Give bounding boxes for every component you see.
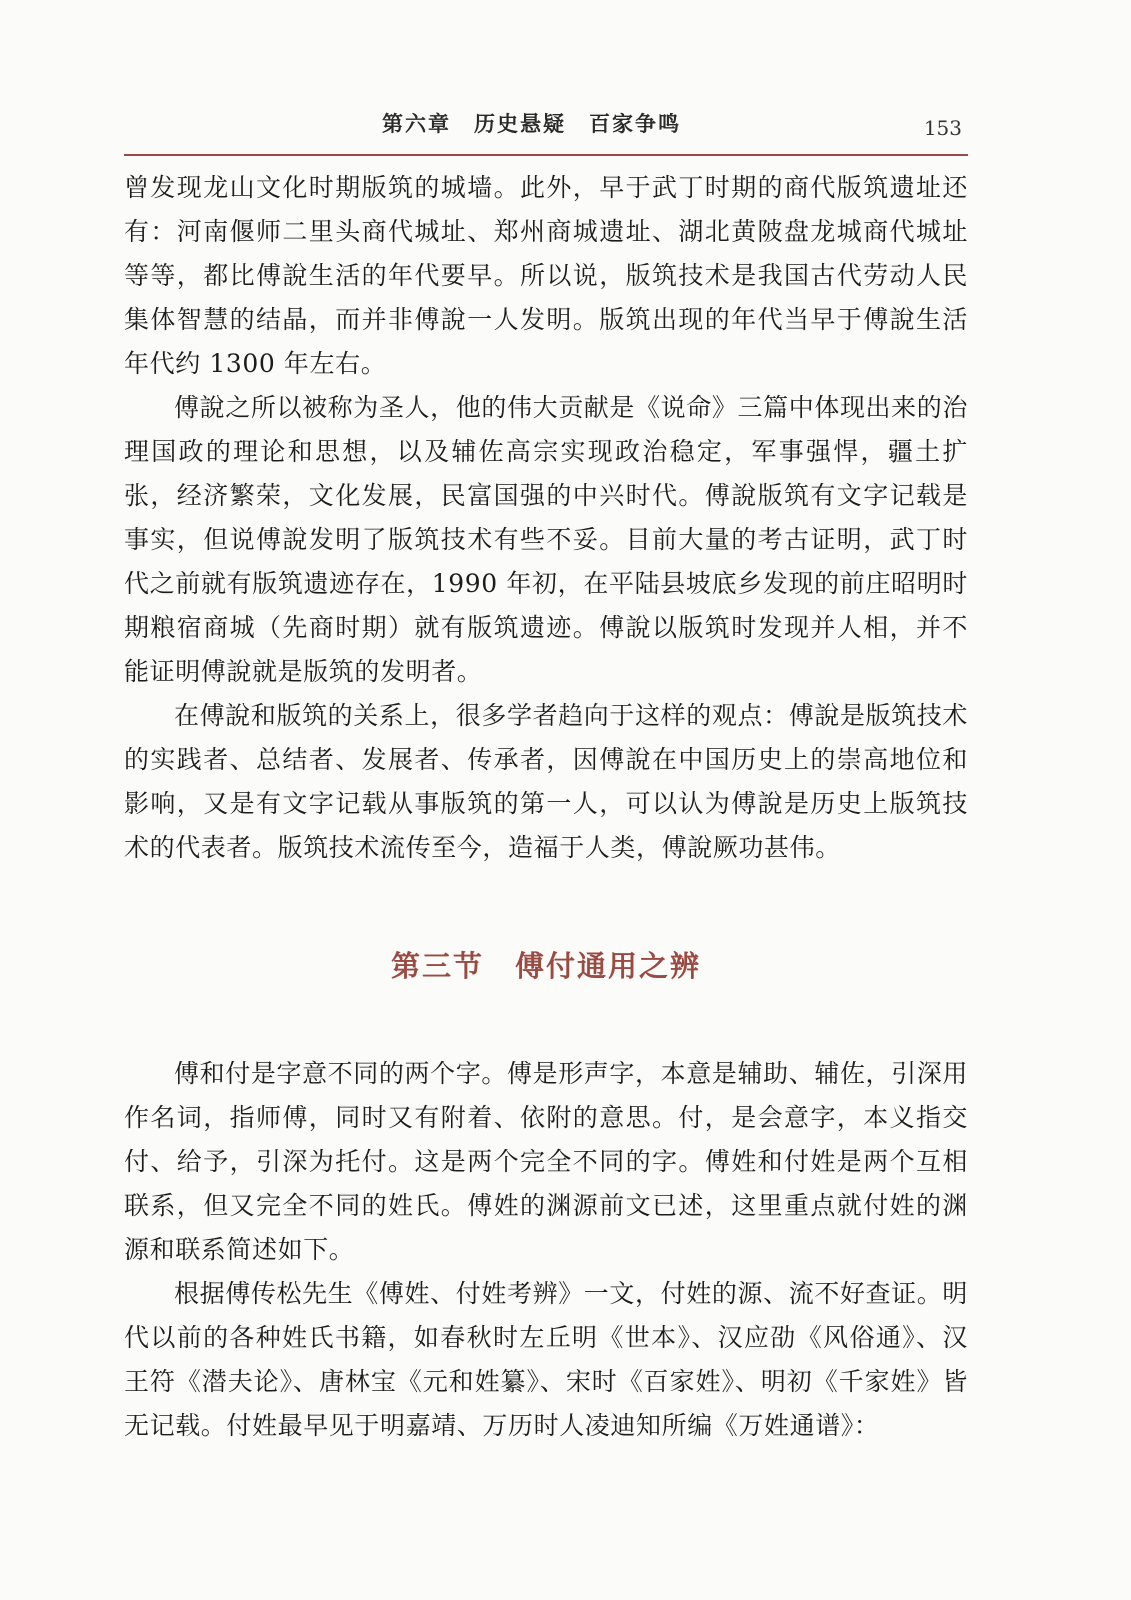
chapter-title: 第六章 历史悬疑 百家争鸣 — [382, 112, 681, 136]
running-header — [124, 104, 968, 156]
section-heading: 第三节 傅付通用之辨 — [390, 949, 701, 983]
paragraph: 根据傅传松先生《傅姓、付姓考辨》一文，付姓的源、流不好查证。明代以前的各种姓氏书籍，如春秋时左丘明《世本》、汉应劭《风俗通》、汉王符《潜夫论》、唐林宝《元和姓纂》、宋时《百家姓》、明初《千家姓》皆无记载。付姓最早见于明嘉靖、万历时人凌迪知所编《万姓通谱》： — [124, 1279, 968, 1440]
paragraph: 傅說之所以被称为圣人，他的伟大贡献是《说命》三篇中体现出来的治理国政的理论和思想，以及辅佐高宗实现政治稳定，军事强悍，疆土扩张，经济繁荣，文化发展，民富国强的中兴时代。傅說版筑有文字记载是事实，但说傅說发明了版筑技术有些不妥。目前大量的考古证明，武丁时代之前就有版筑遗迹存在，1990 年初，在平陆县坡底乡发现的前庄昭明时期粮宿商城（先商时期）就有版筑遗迹。傅說以版筑时发现并人相，并不能证明傅說就是版筑的发明者。 — [124, 393, 968, 686]
body-text-bottom — [124, 1052, 968, 1448]
paragraph: 在傅說和版筑的关系上，很多学者趋向于这样的观点：傅說是版筑技术的实践者、总结者、发展者、传承者，因傅說在中国历史上的崇高地位和影响，又是有文字记载从事版筑的第一人，可以认为傅說是历史上版筑技术的代表者。版筑技术流传至今，造福于人类，傅說厥功甚伟。 — [124, 701, 968, 862]
page-number: 153 — [923, 116, 962, 140]
paragraph: 曾发现龙山文化时期版筑的城墙。此外，早于武丁时期的商代版筑遗址还有：河南偃师二里头商代城址、郑州商城遗址、湖北黄陂盘龙城商代城址等等，都比傅說生活的年代要早。所以说，版筑技术是我国古代劳动人民集体智慧的结晶，而并非傅說一人发明。版筑出现的年代当早于傅說生活年代约 1300 年左右。 — [124, 173, 968, 378]
body-text-top — [124, 166, 968, 870]
paragraph: 傅和付是字意不同的两个字。傅是形声字，本意是辅助、辅佐，引深用作名词，指师傅，同时又有附着、依附的意思。付，是会意字，本义指交付、给予，引深为托付。这是两个完全不同的字。傅姓和付姓是两个互相联系，但又完全不同的姓氏。傅姓的渊源前文已述，这里重点就付姓的渊源和联系简述如下。 — [124, 1059, 968, 1264]
